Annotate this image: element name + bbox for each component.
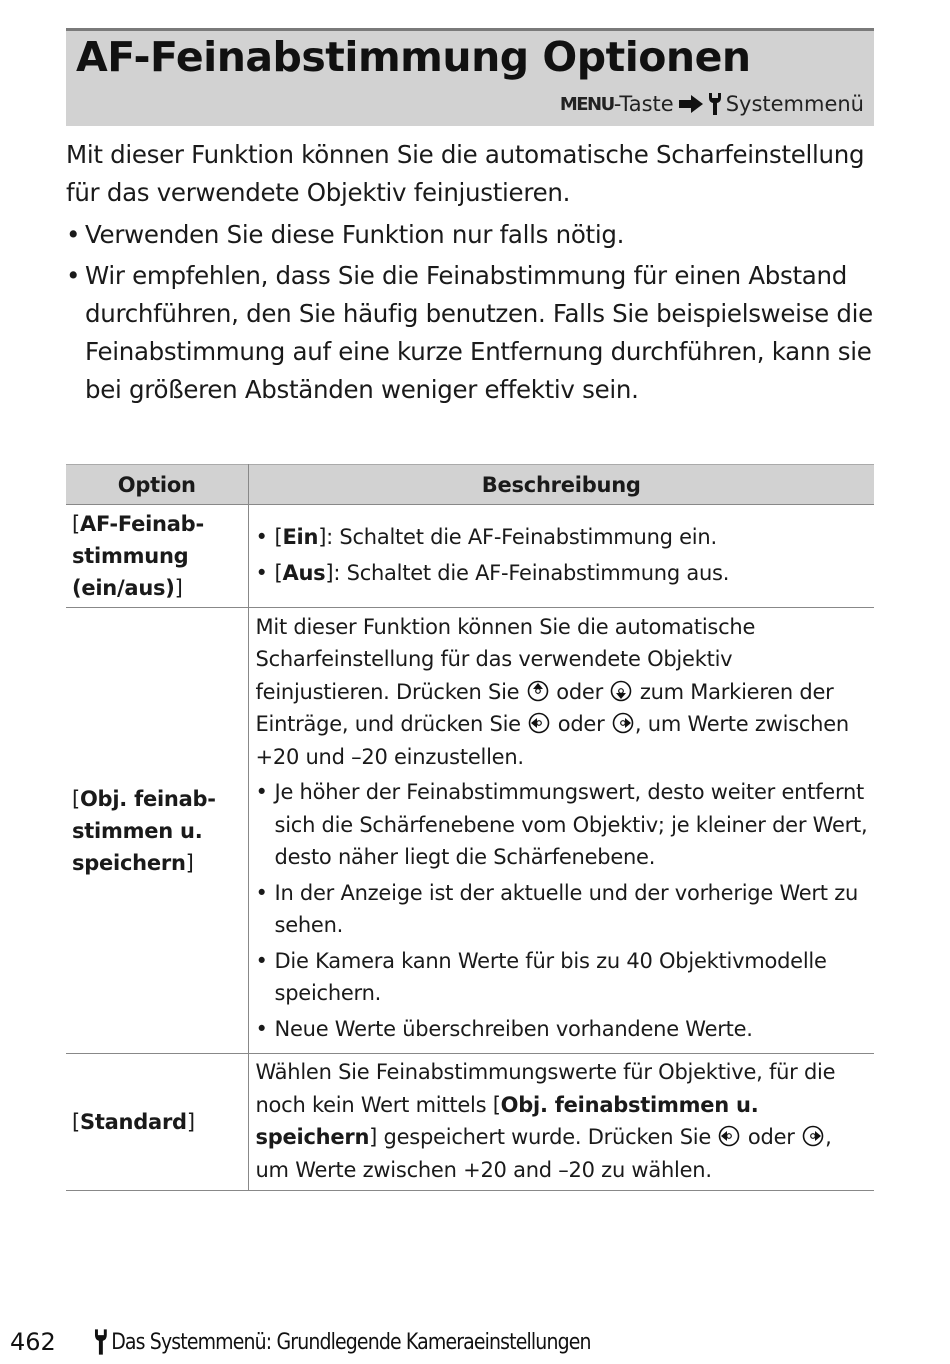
- multi-selector-left-icon: [718, 1125, 740, 1147]
- value-text: : Schaltet die AF-Feinabstimmung ein.: [326, 525, 717, 549]
- multi-selector-down-icon: [610, 680, 632, 702]
- menu-key-suffix: -Taste: [613, 92, 674, 116]
- list-item: • Neue Werte überschreiben vorhandene Werte.: [256, 1013, 869, 1046]
- wrench-icon: [94, 1328, 108, 1356]
- list-item: • [Ein]: Schaltet die AF-Feinabstimmung ein.: [256, 521, 869, 554]
- text-segment: Wählen Sie Feinabstimmungswerte für Objektive, für die noch kein Wert mittels [: [255, 1060, 836, 1117]
- menu-key-label: MENU: [559, 93, 614, 115]
- footer-section-title: Das Systemmenü: Grundlegende Kameraeinstellungen: [111, 1329, 591, 1355]
- page-header: [66, 28, 874, 126]
- description-text: [256, 611, 869, 774]
- option-name: AF-Feinab-stimmung (ein/aus): [72, 512, 204, 600]
- multi-selector-left-icon: [528, 712, 550, 734]
- description-cell: [248, 1054, 874, 1191]
- footer-section: [94, 1328, 591, 1356]
- page-footer: [10, 1322, 910, 1362]
- multi-selector-right-icon: [612, 712, 634, 734]
- intro-section: [66, 136, 878, 412]
- list-item: • [Aus]: Schaltet die AF-Feinabstimmung aus.: [256, 557, 869, 590]
- value-label: Ein: [282, 525, 319, 549]
- text-segment-bold: Obj. feinabstimmen u. speichern: [255, 1092, 759, 1149]
- text-segment: oder: [557, 712, 605, 737]
- option-name: Standard: [79, 1110, 187, 1134]
- option-cell: [AF-Feinab-stimmung (ein/aus)]: [66, 505, 248, 608]
- wrench-icon: [708, 92, 722, 116]
- options-table: [66, 464, 874, 1191]
- menu-path: [560, 89, 864, 119]
- table-header-row: [66, 465, 874, 505]
- text-segment: ] gespeichert wurde. Drücken Sie: [369, 1125, 712, 1149]
- value-text: : Schaltet die AF-Feinabstimmung aus.: [333, 560, 730, 585]
- list-item: • In der Anzeige ist der aktuelle und der vorherige Wert zu sehen.: [256, 877, 869, 942]
- menu-name: Systemmenü: [725, 92, 864, 116]
- text-segment: zum Markieren der Einträge, und drücken Sie: [255, 679, 834, 737]
- multi-selector-right-icon: [802, 1125, 824, 1147]
- list-item: • Je höher der Feinabstimmungswert, desto weiter entfernt sich die Schärfenebene vom Objektiv; je kleiner der Wert, desto näher liegt die Schärfenebene.: [256, 776, 869, 874]
- page-title: AF-Feinabstimmung Optionen: [76, 33, 751, 81]
- list-item: • Die Kamera kann Werte für bis zu 40 Objektivmodelle speichern.: [256, 945, 869, 1010]
- column-header-description: Beschreibung: [248, 465, 874, 505]
- text-segment: oder: [747, 1125, 795, 1149]
- description-cell: [248, 505, 874, 608]
- text-segment: , um Werte zwischen +20 und –20 einzustellen.: [255, 712, 849, 769]
- intro-paragraph: Mit dieser Funktion können Sie die automatische Scharfeinstellung für das verwendete Objektiv feinjustieren.: [66, 140, 865, 207]
- arrow-right-icon: [678, 94, 704, 114]
- text-segment: , um Werte zwischen +20 and –20 zu wählen.: [255, 1125, 832, 1182]
- option-cell: [Obj. feinab-stimmen u. speichern]: [66, 608, 248, 1054]
- intro-bullets: [66, 216, 878, 409]
- column-header-option: Option: [66, 465, 248, 505]
- table-row: [66, 608, 874, 1054]
- table-row: [66, 505, 874, 608]
- description-cell: [248, 608, 874, 1054]
- table-row: [66, 1054, 874, 1191]
- option-name: Obj. feinab-stimmen u. speichern: [72, 786, 216, 875]
- multi-selector-up-icon: [527, 680, 549, 702]
- page-number: 462: [10, 1328, 56, 1356]
- intro-bullet: • Wir empfehlen, dass Sie die Feinabstimmung für einen Abstand durchführen, den Sie häufig benutzen. Falls Sie beispielsweise die Feinabstimmung auf eine kurze Entfernung durchführen, kann sie bei größeren Abständen weniger effektiv sein.: [66, 257, 878, 409]
- text-segment: oder: [556, 679, 603, 704]
- value-label: Aus: [282, 560, 326, 585]
- text-segment: Mit dieser Funktion können Sie die automatische Scharfeinstellung für das verwendete Objektiv feinjustieren. Drücken Sie: [255, 614, 756, 704]
- option-cell: [Standard]: [66, 1054, 248, 1191]
- intro-bullet: • Verwenden Sie diese Funktion nur falls nötig.: [66, 216, 878, 254]
